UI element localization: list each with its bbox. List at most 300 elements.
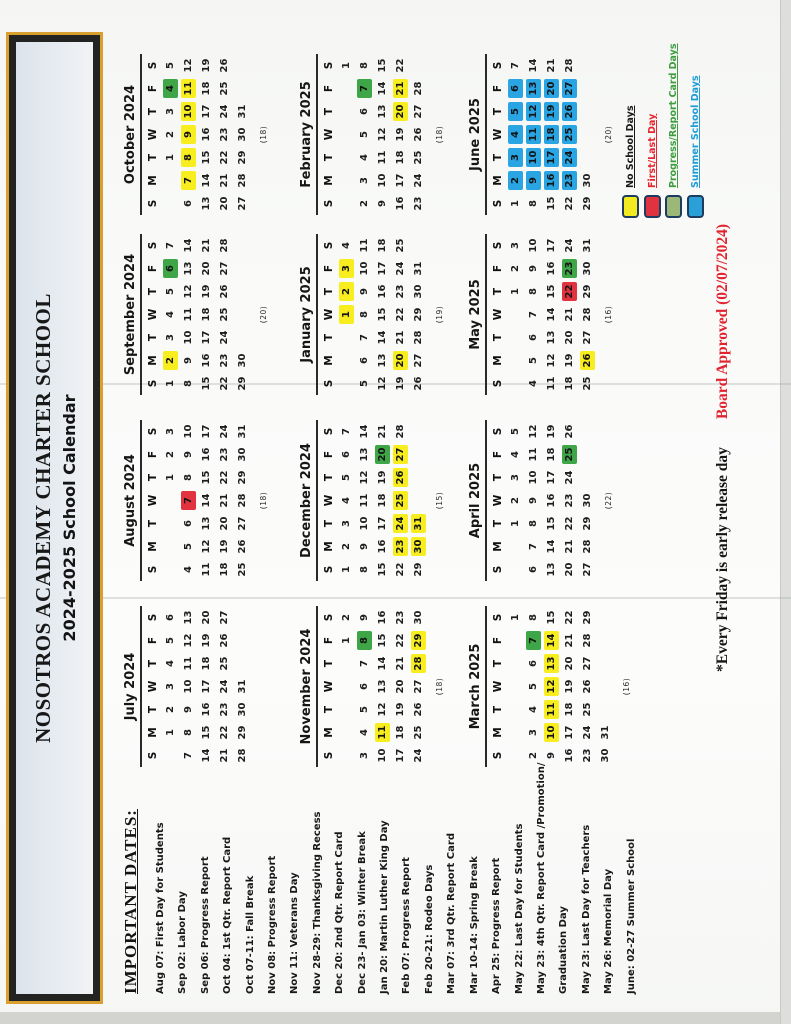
day-cell: 24 [582, 725, 593, 740]
day-cell [507, 146, 525, 169]
week-row [338, 54, 356, 215]
school-day-count: (20) [259, 305, 268, 324]
week-row [180, 606, 198, 767]
day-cell: 3 [359, 177, 370, 184]
month-march-2025 [468, 606, 631, 767]
day-cell [543, 169, 561, 192]
day-cell: 21 [564, 307, 575, 322]
day-cell [234, 606, 252, 629]
week-row [561, 420, 579, 581]
day-cell [507, 721, 525, 744]
month-april-2025 [468, 420, 613, 581]
day-cell [507, 558, 525, 581]
day-cell: 26 [564, 424, 575, 439]
day-cell: 22 [395, 562, 406, 577]
week-row [543, 420, 561, 581]
school-day-count: (18) [435, 677, 444, 696]
day-cell: 5 [165, 288, 176, 295]
day-cell: 29 [413, 562, 424, 577]
day-cell: 1 [165, 154, 176, 161]
month-title: July 2024 [123, 606, 142, 767]
day-cell [579, 466, 597, 489]
day-cell: 15 [546, 516, 557, 531]
day-cell: 30 [413, 284, 424, 299]
day-cell [162, 169, 180, 192]
day-cell: 23 [395, 284, 406, 299]
weekday-label: S [323, 379, 335, 388]
weekday-label: W [323, 308, 335, 321]
day-cell [410, 54, 428, 77]
day-cell: 17 [546, 238, 557, 253]
day-cell: 2 [359, 200, 370, 207]
school-day-count: (22) [604, 491, 613, 510]
day-cell: 24 [219, 104, 230, 119]
school-day-count: (18) [259, 491, 268, 510]
day-cell: 30 [237, 127, 248, 142]
yellow-highlighted-day: 28 [411, 654, 426, 673]
day-cell [525, 100, 543, 123]
day-cell: 7 [183, 752, 194, 759]
green-highlighted-day: 6 [163, 259, 178, 278]
important-date-item: Mar 10-14: Spring Break [468, 856, 480, 994]
important-dates-heading: IMPORTANT DATES: [121, 809, 140, 994]
day-cell: 15 [377, 633, 388, 648]
week-row [338, 420, 356, 581]
board-approved-note: Board Approved (02/07/2024) [714, 223, 731, 420]
week-row [507, 234, 525, 395]
day-cell: 15 [546, 284, 557, 299]
day-cell [561, 77, 579, 100]
legend-color-swatch [644, 195, 661, 218]
day-cell: 29 [237, 376, 248, 391]
weekday-label: S [492, 241, 504, 250]
week-row [507, 606, 525, 767]
week-row [356, 606, 374, 767]
week-row [234, 54, 252, 215]
blue-highlighted-day: 12 [526, 102, 541, 121]
week-row [374, 420, 392, 581]
legend-label: No School Days [625, 105, 637, 188]
day-cell [543, 123, 561, 146]
important-date-item: May 23: 4th Qtr. Report Card /Promotion/ [535, 762, 547, 994]
legend-color-swatch [687, 195, 704, 218]
weekday-label: T [147, 705, 159, 714]
day-cell: 2 [165, 451, 176, 458]
day-cell [180, 123, 198, 146]
blue-highlighted-day: 16 [544, 171, 559, 190]
day-cell: 24 [395, 261, 406, 276]
day-cell: 11 [201, 562, 212, 577]
legend-label: Progress/Report Card Days [668, 43, 680, 188]
week-row [543, 234, 561, 395]
day-cell: 5 [359, 706, 370, 713]
day-cell: 1 [165, 729, 176, 736]
day-cell: 9 [359, 614, 370, 621]
day-cell [525, 146, 543, 169]
day-cell: 14 [183, 238, 194, 253]
day-cell: 1 [341, 566, 352, 573]
day-cell [338, 721, 356, 744]
day-cell: 29 [237, 725, 248, 740]
day-cell: 2 [341, 543, 352, 550]
day-cell: 15 [546, 196, 557, 211]
blue-highlighted-day: 23 [562, 171, 577, 190]
weekday-label: S [323, 427, 335, 436]
day-cell: 5 [528, 683, 539, 690]
day-cell: 26 [219, 58, 230, 73]
important-date-item: Mar 07: 3rd Qtr. Report Card [446, 833, 458, 994]
week-row [410, 54, 428, 215]
day-cell: 5 [165, 637, 176, 644]
green-highlighted-day: 25 [562, 445, 577, 464]
weekday-label: F [147, 264, 159, 273]
important-date-item: Aug 07: First Day for Students [155, 822, 166, 994]
day-cell: 27 [219, 610, 230, 625]
weekday-label: M [323, 727, 335, 738]
weekday-label: T [492, 333, 504, 342]
month-title: August 2024 [123, 420, 142, 581]
weekday-label: F [323, 636, 335, 645]
week-row [180, 54, 198, 215]
week-row [410, 606, 428, 767]
day-cell [507, 303, 525, 326]
day-cell: 22 [395, 633, 406, 648]
week-row [234, 420, 252, 581]
day-cell: 25 [219, 81, 230, 96]
day-cell: 12 [377, 702, 388, 717]
week-row [162, 234, 180, 395]
day-cell: 29 [582, 196, 593, 211]
day-cell [507, 744, 525, 767]
day-cell: 30 [413, 610, 424, 625]
day-cell: 18 [564, 376, 575, 391]
day-cell: 22 [564, 196, 575, 211]
month-june-2025 [468, 54, 613, 215]
week-row [597, 606, 615, 767]
legend-color-swatch [622, 195, 639, 218]
day-cell [597, 606, 615, 629]
day-cell [543, 675, 561, 698]
day-cell [234, 326, 252, 349]
day-cell: 10 [377, 748, 388, 763]
day-cell: 18 [201, 656, 212, 671]
day-cell: 29 [413, 307, 424, 322]
yellow-highlighted-day: 12 [544, 677, 559, 696]
day-cell: 1 [165, 474, 176, 481]
day-cell [561, 123, 579, 146]
day-cell [525, 629, 543, 652]
day-cell [507, 372, 525, 395]
day-cell [338, 280, 356, 303]
day-cell: 1 [341, 637, 352, 644]
week-row [234, 606, 252, 767]
yellow-highlighted-day: 20 [393, 351, 408, 370]
day-cell: 6 [359, 357, 370, 364]
legend-row [642, 43, 664, 218]
day-cell: 5 [183, 543, 194, 550]
month-title: May 2025 [468, 234, 487, 395]
weekday-label: S [492, 565, 504, 574]
day-cell: 17 [377, 516, 388, 531]
weekday-label: F [147, 636, 159, 645]
day-cell: 14 [377, 656, 388, 671]
day-cell: 17 [395, 748, 406, 763]
day-cell [392, 512, 410, 535]
day-cell: 2 [528, 752, 539, 759]
day-cell: 16 [546, 493, 557, 508]
week-row [198, 420, 216, 581]
weekday-label: M [147, 541, 159, 552]
weekday-label: T [323, 287, 335, 296]
day-cell: 21 [564, 633, 575, 648]
day-cell: 23 [582, 748, 593, 763]
weekday-label: S [492, 61, 504, 70]
yellow-highlighted-day: 14 [544, 631, 559, 650]
day-cell: 28 [582, 307, 593, 322]
day-cell: 24 [219, 330, 230, 345]
school-day-count: (19) [435, 305, 444, 324]
weekday-label: S [323, 199, 335, 208]
month-title: October 2024 [123, 54, 142, 215]
weekday-label: W [492, 128, 504, 141]
day-cell [234, 54, 252, 77]
weekday-header-row [489, 54, 507, 215]
weekday-label: M [492, 541, 504, 552]
day-cell: 17 [546, 470, 557, 485]
day-cell [507, 100, 525, 123]
weekday-label: M [147, 175, 159, 186]
yellow-highlighted-day: 20 [393, 102, 408, 121]
day-cell: 12 [201, 539, 212, 554]
day-cell: 15 [377, 562, 388, 577]
day-cell: 22 [395, 58, 406, 73]
day-cell: 26 [413, 376, 424, 391]
day-cell [392, 443, 410, 466]
day-cell: 12 [377, 376, 388, 391]
day-cell: 1 [165, 380, 176, 387]
calendar-subtitle: 2024-2025 School Calendar [59, 394, 79, 642]
day-cell: 8 [183, 474, 194, 481]
day-cell: 2 [510, 497, 521, 504]
day-cell [374, 443, 392, 466]
important-date-item: Oct 04: 1st Qtr. Report Card [222, 836, 234, 994]
day-cell: 20 [395, 679, 406, 694]
day-cell [579, 146, 597, 169]
day-cell [180, 146, 198, 169]
weekday-label: W [492, 680, 504, 693]
day-cell: 28 [237, 173, 248, 188]
day-cell [234, 280, 252, 303]
week-row [162, 420, 180, 581]
blue-highlighted-day: 19 [544, 102, 559, 121]
day-cell: 3 [510, 242, 521, 249]
day-cell [338, 100, 356, 123]
day-cell: 28 [237, 493, 248, 508]
day-cell: 5 [510, 428, 521, 435]
month-title: December 2024 [299, 420, 318, 581]
day-cell: 26 [413, 702, 424, 717]
day-cell: 30 [582, 261, 593, 276]
day-cell [180, 489, 198, 512]
month-may-2025 [468, 234, 613, 395]
important-dates-list [150, 729, 643, 994]
weekday-label: F [492, 450, 504, 459]
weekday-label: S [492, 379, 504, 388]
day-cell: 27 [413, 679, 424, 694]
week-row [374, 234, 392, 395]
day-cell [338, 652, 356, 675]
month-november-2024 [299, 606, 444, 767]
day-cell [525, 169, 543, 192]
weekday-label: M [323, 355, 335, 366]
weekday-label: T [323, 519, 335, 528]
legend-row [663, 43, 685, 218]
day-cell [234, 629, 252, 652]
day-cell: 19 [219, 539, 230, 554]
day-cell: 19 [546, 424, 557, 439]
weekday-label: T [323, 333, 335, 342]
blue-highlighted-day: 5 [508, 102, 523, 121]
day-cell: 7 [165, 242, 176, 249]
day-cell [392, 349, 410, 372]
week-row [356, 234, 374, 395]
legend-label: First/Last Day [646, 113, 658, 188]
yellow-highlighted-day: 23 [393, 537, 408, 556]
day-cell: 1 [510, 520, 521, 527]
day-cell [543, 652, 561, 675]
day-cell: 8 [359, 311, 370, 318]
day-cell: 16 [564, 748, 575, 763]
green-highlighted-day: 8 [357, 631, 372, 650]
week-row [561, 606, 579, 767]
day-cell: 14 [377, 330, 388, 345]
week-row [579, 420, 597, 581]
day-cell [543, 77, 561, 100]
week-row [543, 54, 561, 215]
yellow-highlighted-day: 24 [393, 514, 408, 533]
week-row [410, 234, 428, 395]
day-cell: 30 [237, 447, 248, 462]
day-cell: 15 [377, 58, 388, 73]
weekday-label: T [492, 107, 504, 116]
weekday-header-row [489, 234, 507, 395]
week-row [561, 234, 579, 395]
day-cell: 13 [546, 562, 557, 577]
yellow-highlighted-day: 26 [393, 468, 408, 487]
day-cell [507, 675, 525, 698]
day-cell: 18 [395, 725, 406, 740]
day-cell: 15 [201, 725, 212, 740]
weekday-label: S [147, 613, 159, 622]
day-cell [525, 123, 543, 146]
day-cell: 24 [219, 424, 230, 439]
day-cell: 5 [359, 131, 370, 138]
day-cell: 25 [395, 238, 406, 253]
week-row [561, 54, 579, 215]
legend-label: Summer School Days [689, 75, 701, 188]
weekday-header-row [144, 420, 162, 581]
day-cell: 6 [528, 566, 539, 573]
weekday-label: T [492, 705, 504, 714]
day-cell: 7 [510, 62, 521, 69]
day-cell: 16 [201, 127, 212, 142]
day-cell [338, 257, 356, 280]
important-date-item: Nov 28-29: Thanksgiving Recess [311, 811, 323, 994]
day-cell [410, 629, 428, 652]
scan-edge-left [0, 1012, 791, 1024]
day-cell: 7 [359, 334, 370, 341]
day-cell: 13 [377, 104, 388, 119]
day-cell: 22 [219, 150, 230, 165]
day-cell: 2 [510, 265, 521, 272]
day-cell: 24 [413, 748, 424, 763]
day-cell: 27 [413, 104, 424, 119]
day-cell [162, 257, 180, 280]
day-cell: 4 [359, 154, 370, 161]
weekday-label: M [492, 175, 504, 186]
day-cell: 31 [237, 104, 248, 119]
day-cell: 6 [528, 660, 539, 667]
blue-highlighted-day: 18 [544, 125, 559, 144]
day-cell [561, 280, 579, 303]
important-date-item: Jan 20: Martin Luther King Day [379, 820, 391, 994]
yellow-highlighted-day: 3 [339, 259, 354, 278]
day-cell: 23 [413, 196, 424, 211]
blue-highlighted-day: 4 [508, 125, 523, 144]
legend-color-swatch [665, 195, 682, 218]
day-cell: 29 [237, 470, 248, 485]
weekday-label: S [323, 241, 335, 250]
weekday-label: F [323, 264, 335, 273]
weekday-label: S [323, 613, 335, 622]
day-cell: 28 [395, 424, 406, 439]
weekday-label: M [492, 355, 504, 366]
day-cell [597, 675, 615, 698]
day-cell: 30 [237, 702, 248, 717]
yellow-highlighted-day: 11 [544, 700, 559, 719]
weekday-label: F [492, 264, 504, 273]
footer-notes [714, 224, 732, 672]
day-cell: 4 [341, 242, 352, 249]
week-row [525, 54, 543, 215]
day-cell [392, 100, 410, 123]
day-cell [525, 77, 543, 100]
day-cell [162, 489, 180, 512]
day-cell: 19 [395, 127, 406, 142]
day-cell: 17 [377, 261, 388, 276]
blue-highlighted-day: 9 [526, 171, 541, 190]
green-highlighted-day: 20 [375, 445, 390, 464]
day-cell: 28 [413, 330, 424, 345]
school-day-count: (18) [259, 125, 268, 144]
day-cell: 28 [582, 539, 593, 554]
yellow-highlighted-day: 7 [181, 171, 196, 190]
day-cell: 10 [359, 516, 370, 531]
day-cell [507, 535, 525, 558]
week-row [180, 420, 198, 581]
weekday-header-row [144, 606, 162, 767]
day-cell: 4 [510, 451, 521, 458]
day-cell: 8 [528, 520, 539, 527]
day-cell: 26 [237, 539, 248, 554]
day-cell: 16 [201, 447, 212, 462]
week-row [338, 234, 356, 395]
day-cell: 26 [219, 284, 230, 299]
weekday-label: S [147, 379, 159, 388]
yellow-highlighted-day: 9 [181, 125, 196, 144]
day-cell: 27 [237, 196, 248, 211]
day-cell: 29 [582, 610, 593, 625]
